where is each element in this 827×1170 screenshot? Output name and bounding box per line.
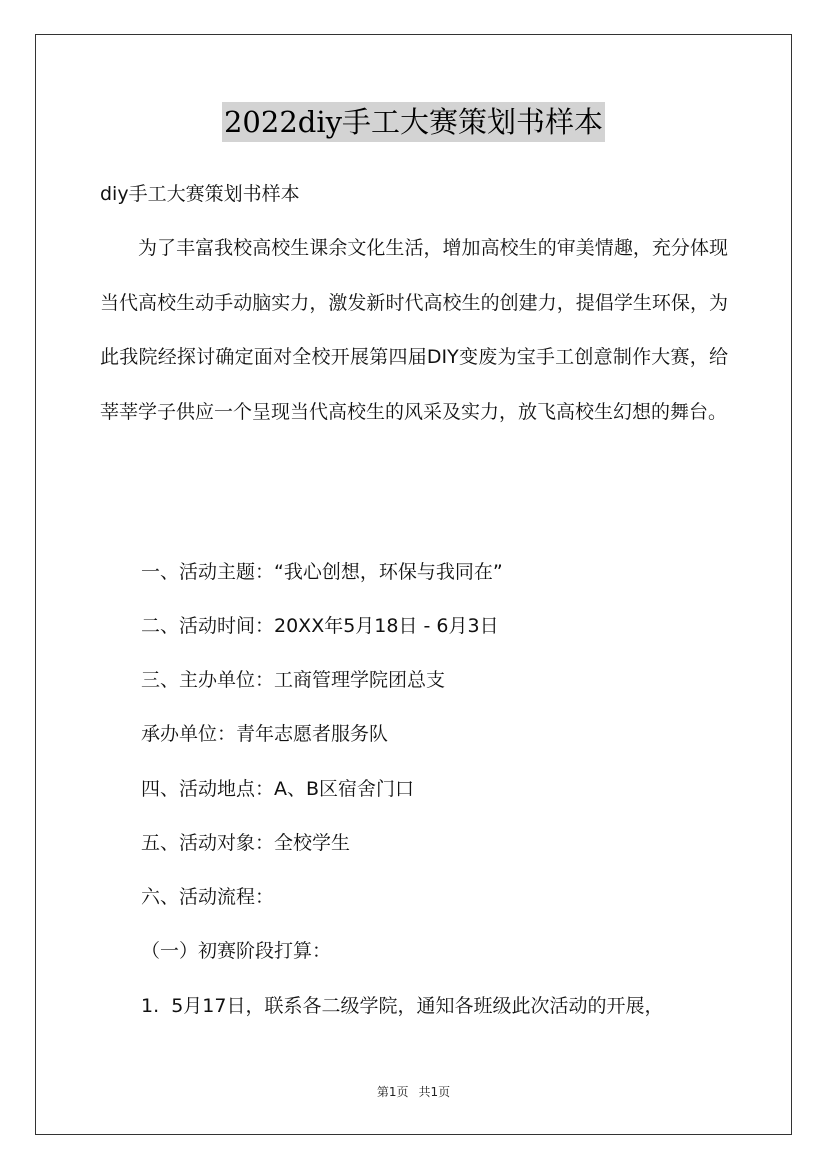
item-activity-location: 四、活动地点：A、B区宿舍门口 (141, 778, 415, 800)
item-activity-process: 六、活动流程： (141, 886, 275, 908)
document-subtitle: diy手工大赛策划书样本 (100, 183, 300, 205)
page-number: 第1页 (376, 1085, 409, 1099)
item-preliminary-stage: （一）初赛阶段打算： (141, 940, 332, 962)
intro-paragraph: 为了丰富我校高校生课余文化生活，增加高校生的审美情趣，充分体现当代高校生动手动脑实力，激发新时代高校生的创建力，提倡学生环保，为此我院经探讨确定面对全校开展第四届DIY变废为宝手工创意制作大赛，给莘莘学子供应一个呈现当代高校生的风采及实力，放飞高校生幻想的舞台。 (100, 237, 728, 423)
page-footer (0, 1084, 827, 1100)
page-total: 共1页 (418, 1085, 451, 1099)
item-organizer: 三、主办单位：工商管理学院团总支 (141, 669, 446, 691)
item-step-1: 1. 5月17日，联系各二级学院，通知各班级此次活动的开展， (141, 995, 664, 1017)
item-activity-target: 五、活动对象：全校学生 (141, 832, 351, 854)
item-activity-time: 二、活动时间：20XX年5月18日 - 6月3日 (141, 615, 499, 637)
item-co-organizer: 承办单位：青年志愿者服务队 (141, 723, 389, 745)
title-container (0, 102, 827, 142)
item-activity-theme: 一、活动主题：“我心创想，环保与我同在” (141, 561, 503, 583)
document-title: 2022diy手工大赛策划书样本 (222, 102, 605, 142)
